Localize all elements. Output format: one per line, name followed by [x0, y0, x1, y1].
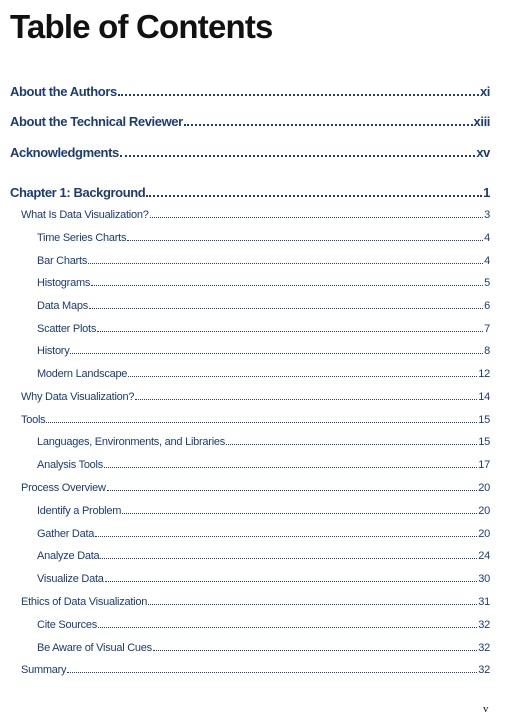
toc-entry-page: 20: [478, 528, 490, 540]
toc-entry-page: 7: [484, 323, 490, 335]
dot-leader: [104, 467, 477, 468]
toc-entry-label: History: [37, 345, 70, 357]
toc-entry-page: 4: [484, 255, 490, 267]
toc-entry-page: 6: [484, 300, 490, 312]
toc-entry-label: Cite Sources: [37, 619, 97, 631]
page-number: v: [483, 703, 489, 715]
toc-entry-page: 32: [478, 642, 490, 654]
toc-entry[interactable]: [21, 596, 490, 608]
toc-entry[interactable]: [37, 345, 490, 357]
toc-entry-page: 15: [478, 436, 490, 448]
toc-entry-label: Be Aware of Visual Cues: [37, 642, 152, 654]
dot-leader: [128, 376, 477, 377]
toc-entry[interactable]: [37, 550, 490, 562]
dot-leader: [107, 490, 478, 491]
toc-entry-label: Languages, Environments, and Libraries: [37, 436, 226, 448]
dot-leader: [88, 263, 483, 264]
toc-entry-page: 32: [478, 619, 490, 631]
toc-entry-page: 5: [484, 277, 490, 289]
toc-entry[interactable]: [37, 232, 490, 244]
toc-entry-page: 4: [484, 232, 490, 244]
toc-entry-page: 15: [478, 414, 490, 426]
toc-entry-page: 20: [478, 505, 490, 517]
toc-entry-label: Tools: [21, 414, 46, 426]
toc-entry-label: Why Data Visualization?: [21, 391, 135, 403]
toc-entry-label: Chapter 1: Background: [10, 185, 146, 200]
dot-leader: [95, 536, 477, 537]
toc-entry-label: Ethics of Data Visualization: [21, 596, 148, 608]
dot-leader: [135, 399, 477, 400]
toc-entry[interactable]: [37, 619, 490, 631]
dot-leader: [97, 331, 483, 332]
toc-entry[interactable]: [37, 459, 490, 471]
toc-entry-page: xi: [479, 84, 490, 99]
toc-entry-label: Modern Landscape: [37, 368, 128, 380]
toc-entry[interactable]: [37, 277, 490, 289]
dot-leader: [153, 650, 477, 651]
toc-entry[interactable]: [37, 368, 490, 380]
dot-leader: [89, 308, 483, 309]
toc-entry-label: Time Series Charts: [37, 232, 127, 244]
toc-entry[interactable]: [37, 436, 490, 448]
toc-entry-label: Analysis Tools: [37, 459, 103, 471]
toc-entry[interactable]: [10, 114, 490, 129]
toc-entry[interactable]: [37, 528, 490, 540]
toc-entry[interactable]: [37, 642, 490, 654]
dot-leader: [98, 627, 477, 628]
toc-entry[interactable]: [10, 185, 490, 200]
dot-leader: [67, 672, 477, 673]
toc-entry-label: Identify a Problem: [37, 505, 122, 517]
dot-leader: [46, 422, 477, 423]
toc-entry-label: Visualize Data: [37, 573, 104, 585]
dot-leader: [184, 124, 473, 126]
toc-entry-page: 31: [478, 596, 490, 608]
toc-entry[interactable]: [21, 209, 490, 221]
toc-entry-page: 32: [478, 664, 490, 676]
dot-leader: [150, 217, 484, 218]
toc-entry[interactable]: [37, 323, 490, 335]
toc-entry[interactable]: [10, 84, 490, 99]
toc-entry-page: xv: [476, 145, 490, 160]
dot-leader: [91, 285, 483, 286]
toc-entry[interactable]: [37, 255, 490, 267]
toc-entry-label: Histograms: [37, 277, 91, 289]
toc-entry[interactable]: [37, 505, 490, 517]
toc-entry-label: About the Authors: [10, 84, 117, 99]
toc-entry-page: 12: [478, 368, 490, 380]
toc-entry-page: 1: [483, 185, 490, 200]
toc-entry-page: 14: [478, 391, 490, 403]
toc-entry-label: Data Maps: [37, 300, 88, 312]
dot-leader: [122, 513, 477, 514]
toc-entry-page: xiii: [473, 114, 490, 129]
toc-entry-page: 8: [484, 345, 490, 357]
toc-entry-page: 30: [478, 573, 490, 585]
toc-entry[interactable]: [10, 145, 490, 160]
toc-entry[interactable]: [21, 414, 490, 426]
toc-entry-label: Analyze Data: [37, 550, 100, 562]
toc-entry-label: About the Technical Reviewer: [10, 114, 183, 129]
dot-leader: [148, 604, 477, 605]
toc-entry[interactable]: [37, 300, 490, 312]
toc-entry-label: Summary: [21, 664, 67, 676]
dot-leader: [100, 558, 477, 559]
dot-leader: [226, 444, 477, 445]
dot-leader: [146, 195, 482, 197]
dot-leader: [118, 94, 479, 96]
toc-entry[interactable]: [21, 664, 490, 676]
toc-entry-label: Scatter Plots: [37, 323, 97, 335]
toc-entry-label: Bar Charts: [37, 255, 88, 267]
dot-leader: [120, 155, 475, 157]
toc-entry-page: 24: [478, 550, 490, 562]
toc-entry-label: Acknowledgments: [10, 145, 119, 160]
toc-entry-label: Process Overview: [21, 482, 106, 494]
toc-entry[interactable]: [21, 482, 490, 494]
dot-leader: [70, 353, 483, 354]
toc-entry-page: 3: [484, 209, 490, 221]
page-title: Table of Contents: [10, 8, 273, 45]
dot-leader: [127, 240, 483, 241]
toc-entry-page: 17: [478, 459, 490, 471]
dot-leader: [105, 581, 478, 582]
toc-entry[interactable]: [37, 573, 490, 585]
toc-entry-label: What Is Data Visualization?: [21, 209, 149, 221]
toc-entry-page: 20: [478, 482, 490, 494]
toc-entry[interactable]: [21, 391, 490, 403]
toc-entry-label: Gather Data: [37, 528, 95, 540]
